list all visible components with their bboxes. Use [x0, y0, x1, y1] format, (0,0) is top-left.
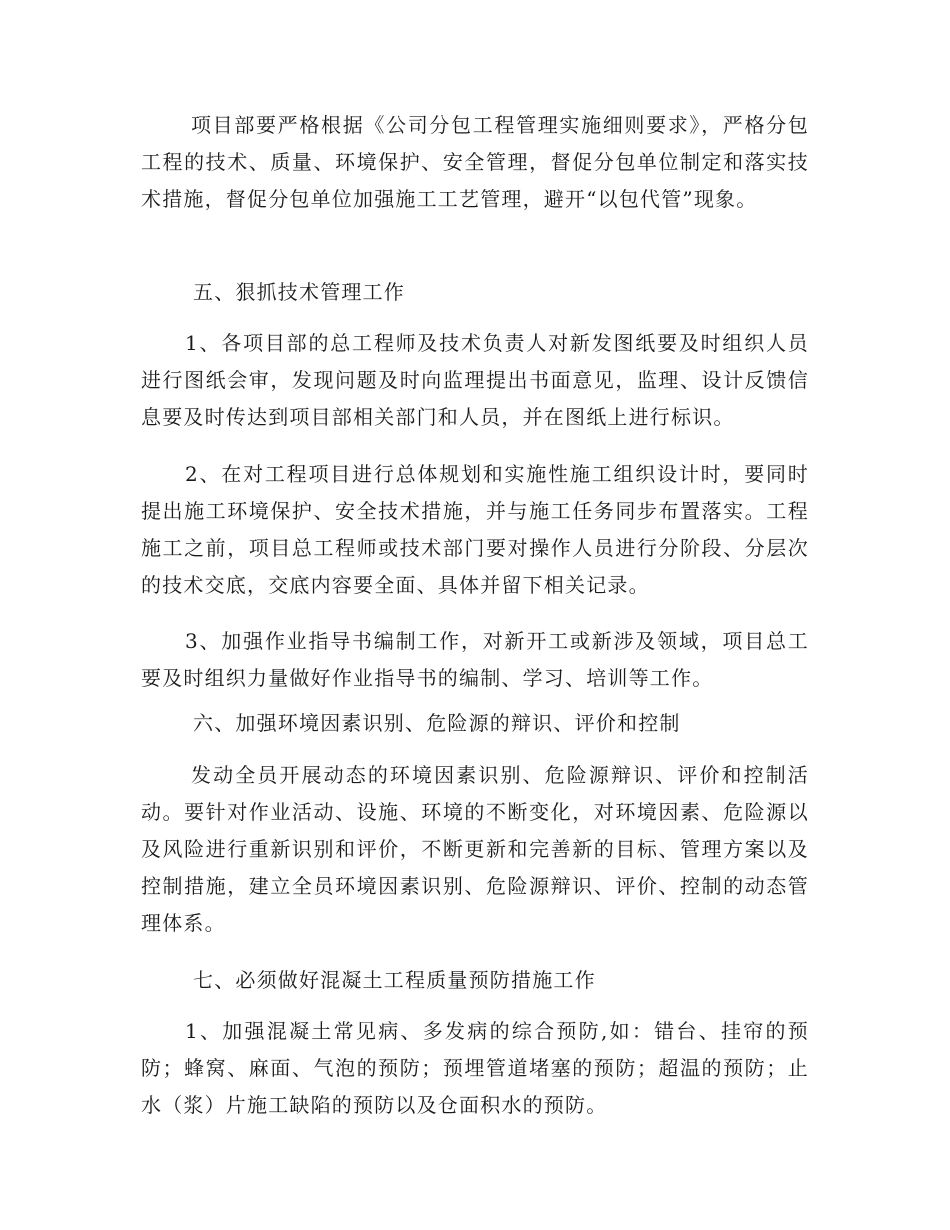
heading-section-7: 七、必须做好混凝土工程质量预防措施工作 — [193, 968, 596, 992]
heading-section-6: 六、加强环境因素识别、危险源的辩识、评价和控制 — [193, 711, 681, 735]
paragraph-item-5-1: 1、各项目部的总工程师及技术负责人对新发图纸要及时组织人员进行图纸会审，发现问题及时向监理提出书面意见，监理、设计反馈信息要及时传达到项目部相关部门和人员，并在图纸上进行标识。 — [141, 331, 809, 429]
paragraph-item-5-3: 3、加强作业指导书编制工作，对新开工或新涉及领域，项目总工要及时组织力量做好作业指导书的编制、学习、培训等工作。 — [141, 629, 809, 690]
paragraph-item-7-1: 1、加强混凝土常见病、多发病的综合预防,如：错台、挂帘的预防；蜂窝、麻面、气泡的预防；预埋管道堵塞的预防；超温的预防；止水（浆）片施工缺陷的预防以及仓面积水的预防。 — [141, 1019, 809, 1117]
paragraph-item-5-2: 2、在对工程项目进行总体规划和实施性施工组织设计时，要同时提出施工环境保护、安全技术措施，并与施工任务同步布置落实。工程施工之前，项目总工程师或技术部门要对操作人员进行分阶段、分层次的技术交底，交底内容要全面、具体并留下相关记录。 — [141, 462, 809, 597]
paragraph-subcontract-management: 项目部要严格根据《公司分包工程管理实施细则要求》，严格分包工程的技术、质量、环境保护、安全管理，督促分包单位制定和落实技术措施，督促分包单位加强施工工艺管理，避开“以包代管”现象。 — [141, 113, 809, 211]
paragraph-hazard-identification: 发动全员开展动态的环境因素识别、危险源辩识、评价和控制活动。要针对作业活动、设施、环境的不断变化，对环境因素、危险源以及风险进行重新识别和评价，不断更新和完善新的目标、管理方案以及控制措施，建立全员环境因素识别、危险源辩识、评价、控制的动态管理体系。 — [141, 763, 809, 935]
heading-section-5: 五、狠抓技术管理工作 — [193, 280, 405, 304]
